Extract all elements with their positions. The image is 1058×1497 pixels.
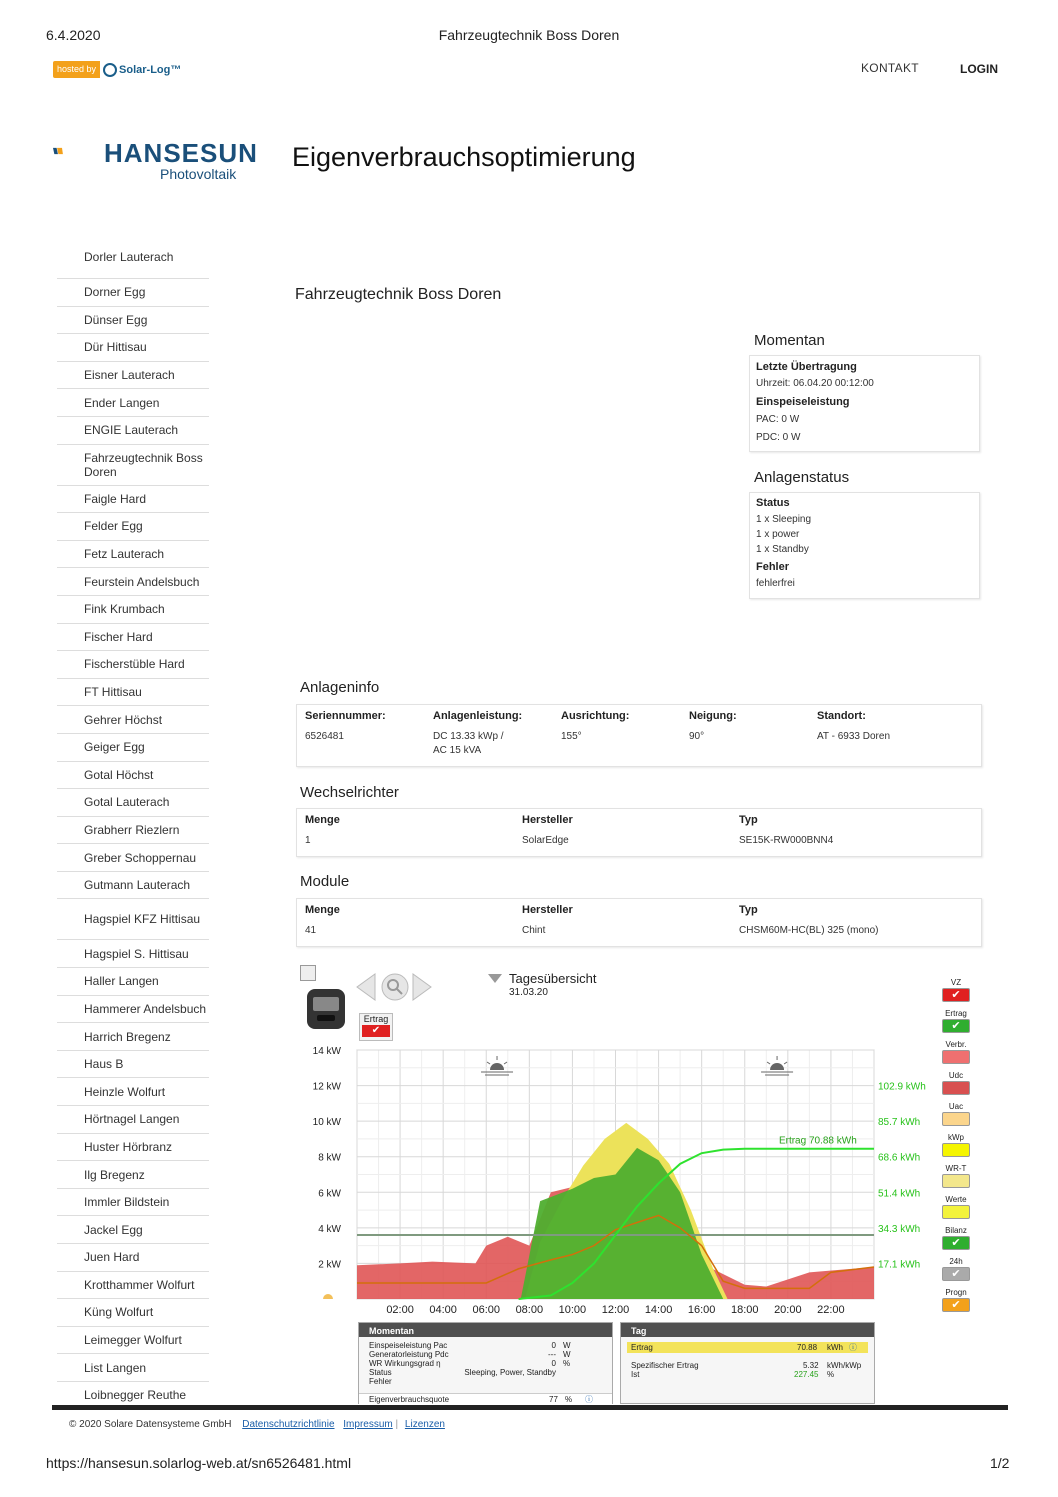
- sidebar-item[interactable]: Feurstein Andelsbuch: [57, 568, 209, 596]
- dropdown-triangle-icon[interactable]: [488, 974, 502, 984]
- anlagenstatus-title: Anlagenstatus: [754, 469, 850, 486]
- summary-tag-title: Tag: [621, 1323, 874, 1337]
- x-tick-label: 16:00: [687, 1304, 716, 1316]
- last-transfer-value: Uhrzeit: 06.04.20 00:12:00: [756, 378, 874, 389]
- solarlog-brand: Solar-Log™: [119, 63, 182, 76]
- checkmark-icon: ✔: [942, 1236, 970, 1250]
- sidebar-item[interactable]: Fischer Hard: [57, 624, 209, 652]
- summary-row-unit: %: [563, 1359, 571, 1368]
- anlagenstatus-box: [749, 492, 980, 599]
- summary-row-label: Einspeiseleistung Pac: [369, 1341, 448, 1350]
- x-tick-label: 14:00: [644, 1304, 673, 1316]
- eigen-unit: %: [565, 1395, 573, 1404]
- ertrag-annotation: Ertrag 70.88 kWh: [778, 1135, 857, 1147]
- nav-kontakt-link[interactable]: KONTAKT: [861, 61, 919, 75]
- sidebar-item[interactable]: Harrich Bregenz: [57, 1023, 209, 1051]
- moon-icon: [323, 1294, 333, 1299]
- y-right-tick-label: 85.7 kWh: [878, 1117, 921, 1129]
- summary-momentan-title: Momentan: [359, 1323, 612, 1337]
- sidebar-item[interactable]: Krotthammer Wolfurt: [57, 1272, 209, 1300]
- y-right-tick-label: 17.1 kWh: [878, 1259, 921, 1271]
- wechselrichter-table: [296, 808, 982, 857]
- status-label: Status: [756, 497, 790, 509]
- summary-tag-box: [620, 1322, 875, 1404]
- ist-label: Ist: [631, 1370, 640, 1379]
- summary-row-label: Status: [369, 1368, 392, 1377]
- momentan-box: [749, 355, 980, 452]
- x-tick-label: 10:00: [558, 1304, 587, 1316]
- col-header: Neigung:: [689, 710, 737, 722]
- pdc-value: PDC: 0 W: [756, 432, 801, 443]
- series-toggle-vz[interactable]: [940, 978, 972, 1009]
- y-tick-label: 8 kW: [318, 1152, 341, 1164]
- series-toggle-label: Progn: [945, 1288, 967, 1297]
- color-swatch: [942, 1205, 970, 1219]
- inverter-count: 1: [305, 835, 311, 846]
- sidebar-item[interactable]: Jackel Egg: [57, 1216, 209, 1244]
- checkmark-icon: ✔: [942, 1298, 970, 1312]
- print-title: Fahrzeugtechnik Boss Doren: [438, 27, 620, 43]
- y-right-tick-label: 68.6 kWh: [878, 1152, 921, 1164]
- col-header: Seriennummer:: [305, 710, 386, 722]
- sidebar-item[interactable]: Gehrer Höchst: [57, 706, 209, 734]
- col-header: Ausrichtung:: [561, 710, 630, 722]
- col-header: Typ: [739, 814, 758, 826]
- status-line: 1 x Standby: [756, 544, 809, 555]
- sidebar-item[interactable]: Faigle Hard: [57, 486, 209, 514]
- x-tick-label: 06:00: [472, 1304, 501, 1316]
- sidebar-item[interactable]: Felder Egg: [57, 513, 209, 541]
- tilt-value: 90°: [689, 731, 705, 742]
- logo-subtitle: Photovoltaik: [160, 166, 237, 182]
- color-swatch: [942, 1174, 970, 1188]
- summary-row-value: Sleeping, Power, Standby: [464, 1368, 556, 1377]
- sidebar-item[interactable]: Hammerer Andelsbuch: [57, 996, 209, 1024]
- sidebar-item[interactable]: Gutmann Lauterach: [57, 872, 209, 900]
- copy-icon[interactable]: [300, 965, 316, 981]
- eigen-row: [359, 1393, 612, 1405]
- inverter-maker: SolarEdge: [522, 835, 569, 846]
- x-tick-label: 12:00: [601, 1304, 630, 1316]
- y-tick-label: 10 kW: [312, 1117, 341, 1129]
- color-swatch: [942, 1050, 970, 1064]
- y-right-tick-label: 51.4 kWh: [878, 1188, 921, 1200]
- info-icon[interactable]: ⓘ: [585, 1395, 593, 1404]
- sidebar-item[interactable]: FT Hittisau: [57, 679, 209, 707]
- sidebar-item[interactable]: Heinzle Wolfurt: [57, 1078, 209, 1106]
- series-toggle-label: Verbr.: [945, 1040, 967, 1049]
- sidebar-item[interactable]: Eisner Lauterach: [57, 362, 209, 390]
- chart-title[interactable]: Tagesübersicht: [509, 971, 597, 986]
- sidebar-item[interactable]: Dorler Lauterach: [57, 250, 209, 279]
- x-tick-label: 22:00: [817, 1304, 845, 1316]
- module-count: 41: [305, 925, 317, 936]
- col-header: Standort:: [817, 710, 866, 722]
- power-value: DC 13.33 kWp /: [433, 731, 504, 742]
- logo-name: HANSESUN: [104, 138, 258, 168]
- pac-value: PAC: 0 W: [756, 414, 800, 425]
- series-toggle-panel: [940, 978, 972, 1319]
- series-toggle-udc[interactable]: [940, 1071, 972, 1102]
- module-type: CHSM60M-HC(BL) 325 (mono): [739, 925, 879, 936]
- inverter-type: SE15K-RW000BNN4: [739, 835, 834, 846]
- sidebar-item[interactable]: List Langen: [57, 1354, 209, 1382]
- tag-ertrag-value: 70.88: [797, 1343, 818, 1352]
- sidebar-item[interactable]: Greber Schoppernau: [57, 844, 209, 872]
- series-toggle-label: VZ: [950, 978, 962, 987]
- series-toggle-label: 24h: [949, 1257, 963, 1266]
- y-right-tick-label: 102.9 kWh: [878, 1081, 926, 1093]
- fehler-label: Fehler: [756, 561, 790, 573]
- feed-label: Einspeiseleistung: [756, 396, 850, 408]
- power-value-ac: AC 15 kVA: [433, 745, 482, 756]
- momentan-title: Momentan: [754, 332, 825, 349]
- y-tick-label: 14 kW: [312, 1046, 341, 1057]
- print-url: https://hansesun.solarlog-web.at/sn6526481.html: [46, 1455, 352, 1471]
- sidebar-item[interactable]: Hagspiel KFZ Hittisau: [57, 899, 209, 940]
- info-icon[interactable]: ⓘ: [849, 1343, 857, 1352]
- col-header: Anlagenleistung:: [433, 710, 523, 722]
- module-maker: Chint: [522, 925, 546, 936]
- location-value: AT - 6933 Doren: [817, 731, 891, 742]
- series-toggle-24h[interactable]: [940, 1257, 972, 1288]
- solarlog-circle-icon: [103, 63, 117, 77]
- module-table: [296, 898, 982, 947]
- next-day-button[interactable]: [412, 972, 434, 1002]
- col-header: Hersteller: [522, 904, 573, 916]
- orientation-value: 155°: [561, 731, 582, 742]
- nav-login-link[interactable]: LOGIN: [960, 62, 998, 76]
- x-tick-label: 18:00: [730, 1304, 759, 1316]
- status-line: 1 x power: [756, 529, 800, 540]
- sidebar-item[interactable]: Dorner Egg: [57, 279, 209, 307]
- checkmark-icon: ✔: [942, 988, 970, 1002]
- sidebar-item[interactable]: Immler Bildstein: [57, 1189, 209, 1217]
- color-swatch: [942, 1112, 970, 1126]
- summary-row-value: 0: [551, 1341, 556, 1350]
- col-header: Menge: [305, 814, 340, 826]
- y-tick-label: 6 kW: [318, 1188, 341, 1200]
- tag-ertrag-row: [627, 1342, 868, 1353]
- series-toggle-label: Ertrag: [945, 1009, 967, 1018]
- sidebar-item[interactable]: Leimegger Wolfurt: [57, 1327, 209, 1355]
- sidebar-item[interactable]: Dür Hittisau: [57, 334, 209, 362]
- serial-value: 6526481: [305, 731, 344, 742]
- zoom-button[interactable]: [381, 972, 409, 1002]
- summary-row-label: Fehler: [369, 1377, 392, 1386]
- series-toggle-label: WR-T: [945, 1164, 967, 1173]
- sidebar-item[interactable]: Fetz Lauterach: [57, 541, 209, 569]
- series-toggle-label: Werte: [945, 1195, 967, 1204]
- col-header: Hersteller: [522, 814, 573, 826]
- sidebar-item[interactable]: Fischerstüble Hard: [57, 651, 209, 679]
- eigen-value: 77: [549, 1395, 558, 1404]
- footer: [69, 1419, 445, 1430]
- plant-list-sidebar[interactable]: [57, 250, 209, 1408]
- anlageninfo-title: Anlageninfo: [300, 679, 380, 696]
- series-toggle-verbr[interactable]: [940, 1040, 972, 1071]
- summary-row-unit: W: [563, 1341, 571, 1350]
- sidebar-item[interactable]: Geiger Egg: [57, 734, 209, 762]
- summary-row-value: ---: [548, 1350, 556, 1359]
- color-swatch: [942, 1143, 970, 1157]
- sidebar-item[interactable]: Gotal Lauterach: [57, 789, 209, 817]
- footer-separator: |: [395, 1419, 399, 1430]
- hosted-by-badge[interactable]: [53, 60, 189, 79]
- page-title: Eigenverbrauchsoptimierung: [292, 142, 636, 172]
- color-swatch: [942, 1081, 970, 1095]
- x-tick-label: 20:00: [774, 1304, 802, 1316]
- series-toggle-label: Uac: [948, 1102, 964, 1111]
- checkmark-icon: ✔: [942, 1019, 970, 1033]
- plant-name: Fahrzeugtechnik Boss Doren: [295, 286, 502, 303]
- summary-row-unit: W: [563, 1350, 571, 1359]
- tag-ertrag-label: Ertrag: [631, 1343, 653, 1352]
- col-header: Typ: [739, 904, 758, 916]
- col-header: Menge: [305, 904, 340, 916]
- sidebar-item[interactable]: Haller Langen: [57, 968, 209, 996]
- sidebar-item[interactable]: Juen Hard: [57, 1244, 209, 1272]
- series-toggle-ertrag[interactable]: [940, 1009, 972, 1040]
- wechselrichter-title: Wechselrichter: [300, 784, 399, 801]
- ist-unit: %: [827, 1370, 835, 1379]
- series-toggle-werte[interactable]: [940, 1195, 972, 1226]
- spez-unit: kWh/kWp: [827, 1361, 862, 1370]
- spez-value: 5.32: [803, 1361, 819, 1370]
- anlageninfo-table: [296, 704, 982, 767]
- sidebar-item[interactable]: Loibnegger Reuthe: [57, 1382, 209, 1410]
- daily-chart: [300, 1040, 940, 1318]
- y-tick-label: 4 kW: [318, 1223, 341, 1235]
- x-tick-label: 02:00: [386, 1304, 414, 1316]
- series-toggle-progn[interactable]: [940, 1288, 972, 1319]
- footer-link-impressum[interactable]: Impressum: [343, 1419, 393, 1430]
- hosted-by-label: hosted by: [53, 61, 100, 78]
- ertrag-toggle-button[interactable]: [359, 1013, 393, 1041]
- ertrag-toggle-label: Ertrag: [363, 1014, 389, 1024]
- checkmark-icon: ✔: [942, 1267, 970, 1281]
- series-toggle-label: kWp: [948, 1133, 964, 1142]
- tag-ertrag-unit: kWh: [827, 1343, 843, 1352]
- footer-link-lizenzen[interactable]: Lizenzen: [404, 1419, 445, 1430]
- eigen-label: Eigenverbrauchsquote: [369, 1395, 450, 1404]
- sidebar-item[interactable]: Dünser Egg: [57, 307, 209, 335]
- sidebar-item[interactable]: Küng Wolfurt: [57, 1299, 209, 1327]
- y-tick-label: 2 kW: [318, 1259, 341, 1271]
- status-line: 1 x Sleeping: [756, 514, 812, 525]
- sidebar-item[interactable]: Ilg Bregenz: [57, 1161, 209, 1189]
- series-toggle-uac[interactable]: [940, 1102, 972, 1133]
- summary-momentan-box: [358, 1322, 613, 1404]
- hansesun-logo-icon: [53, 137, 98, 169]
- y-right-tick-label: 34.3 kWh: [878, 1223, 921, 1235]
- fehler-value: fehlerfrei: [756, 578, 795, 589]
- x-tick-label: 08:00: [515, 1304, 544, 1316]
- sidebar-item[interactable]: Haus B: [57, 1051, 209, 1079]
- series-toggle-bilanz[interactable]: [940, 1226, 972, 1257]
- series-toggle-label: Bilanz: [945, 1226, 967, 1235]
- sidebar-item[interactable]: Hagspiel S. Hittisau: [57, 940, 209, 968]
- last-transfer-label: Letzte Übertragung: [756, 361, 857, 373]
- y-tick-label: 12 kW: [312, 1081, 341, 1093]
- series-toggle-label: Udc: [948, 1071, 964, 1080]
- series-toggle-kwp[interactable]: [940, 1133, 972, 1164]
- footer-link-datenschutz[interactable]: Datenschutzrichtlinie: [242, 1419, 335, 1430]
- summary-row-label: WR Wirkungsgrad η: [369, 1359, 441, 1368]
- sidebar-item[interactable]: Fahrzeugtechnik Boss Doren: [57, 445, 209, 486]
- sidebar-item[interactable]: Grabherr Riezlern: [57, 817, 209, 845]
- copyright-text: © 2020 Solare Datensysteme GmbH: [69, 1419, 232, 1430]
- sidebar-item[interactable]: ENGIE Lauterach: [57, 417, 209, 445]
- ist-value: 227.45: [794, 1370, 819, 1379]
- module-title: Module: [300, 873, 350, 890]
- print-page-number: 1/2: [990, 1455, 1010, 1471]
- print-date: 6.4.2020: [46, 27, 101, 43]
- series-toggle-wrt[interactable]: [940, 1164, 972, 1195]
- checkmark-icon: ✔: [362, 1025, 390, 1037]
- sidebar-item[interactable]: Gotal Höchst: [57, 762, 209, 790]
- solarlog-logo: [103, 63, 181, 77]
- device-icon: [303, 987, 349, 1033]
- sidebar-item[interactable]: Ender Langen: [57, 389, 209, 417]
- chart-date: 31.03.20: [509, 987, 548, 998]
- footer-divider: [52, 1405, 1008, 1410]
- sidebar-item[interactable]: Hörtnagel Langen: [57, 1106, 209, 1134]
- sidebar-item[interactable]: Huster Hörbranz: [57, 1134, 209, 1162]
- x-tick-label: 04:00: [429, 1304, 457, 1316]
- summary-row-label: Generatorleistung Pdc: [369, 1350, 449, 1359]
- prev-day-button[interactable]: [355, 972, 377, 1002]
- summary-row-value: 0: [551, 1359, 556, 1368]
- sidebar-item[interactable]: Fink Krumbach: [57, 596, 209, 624]
- spez-label: Spezifischer Ertrag: [631, 1361, 699, 1370]
